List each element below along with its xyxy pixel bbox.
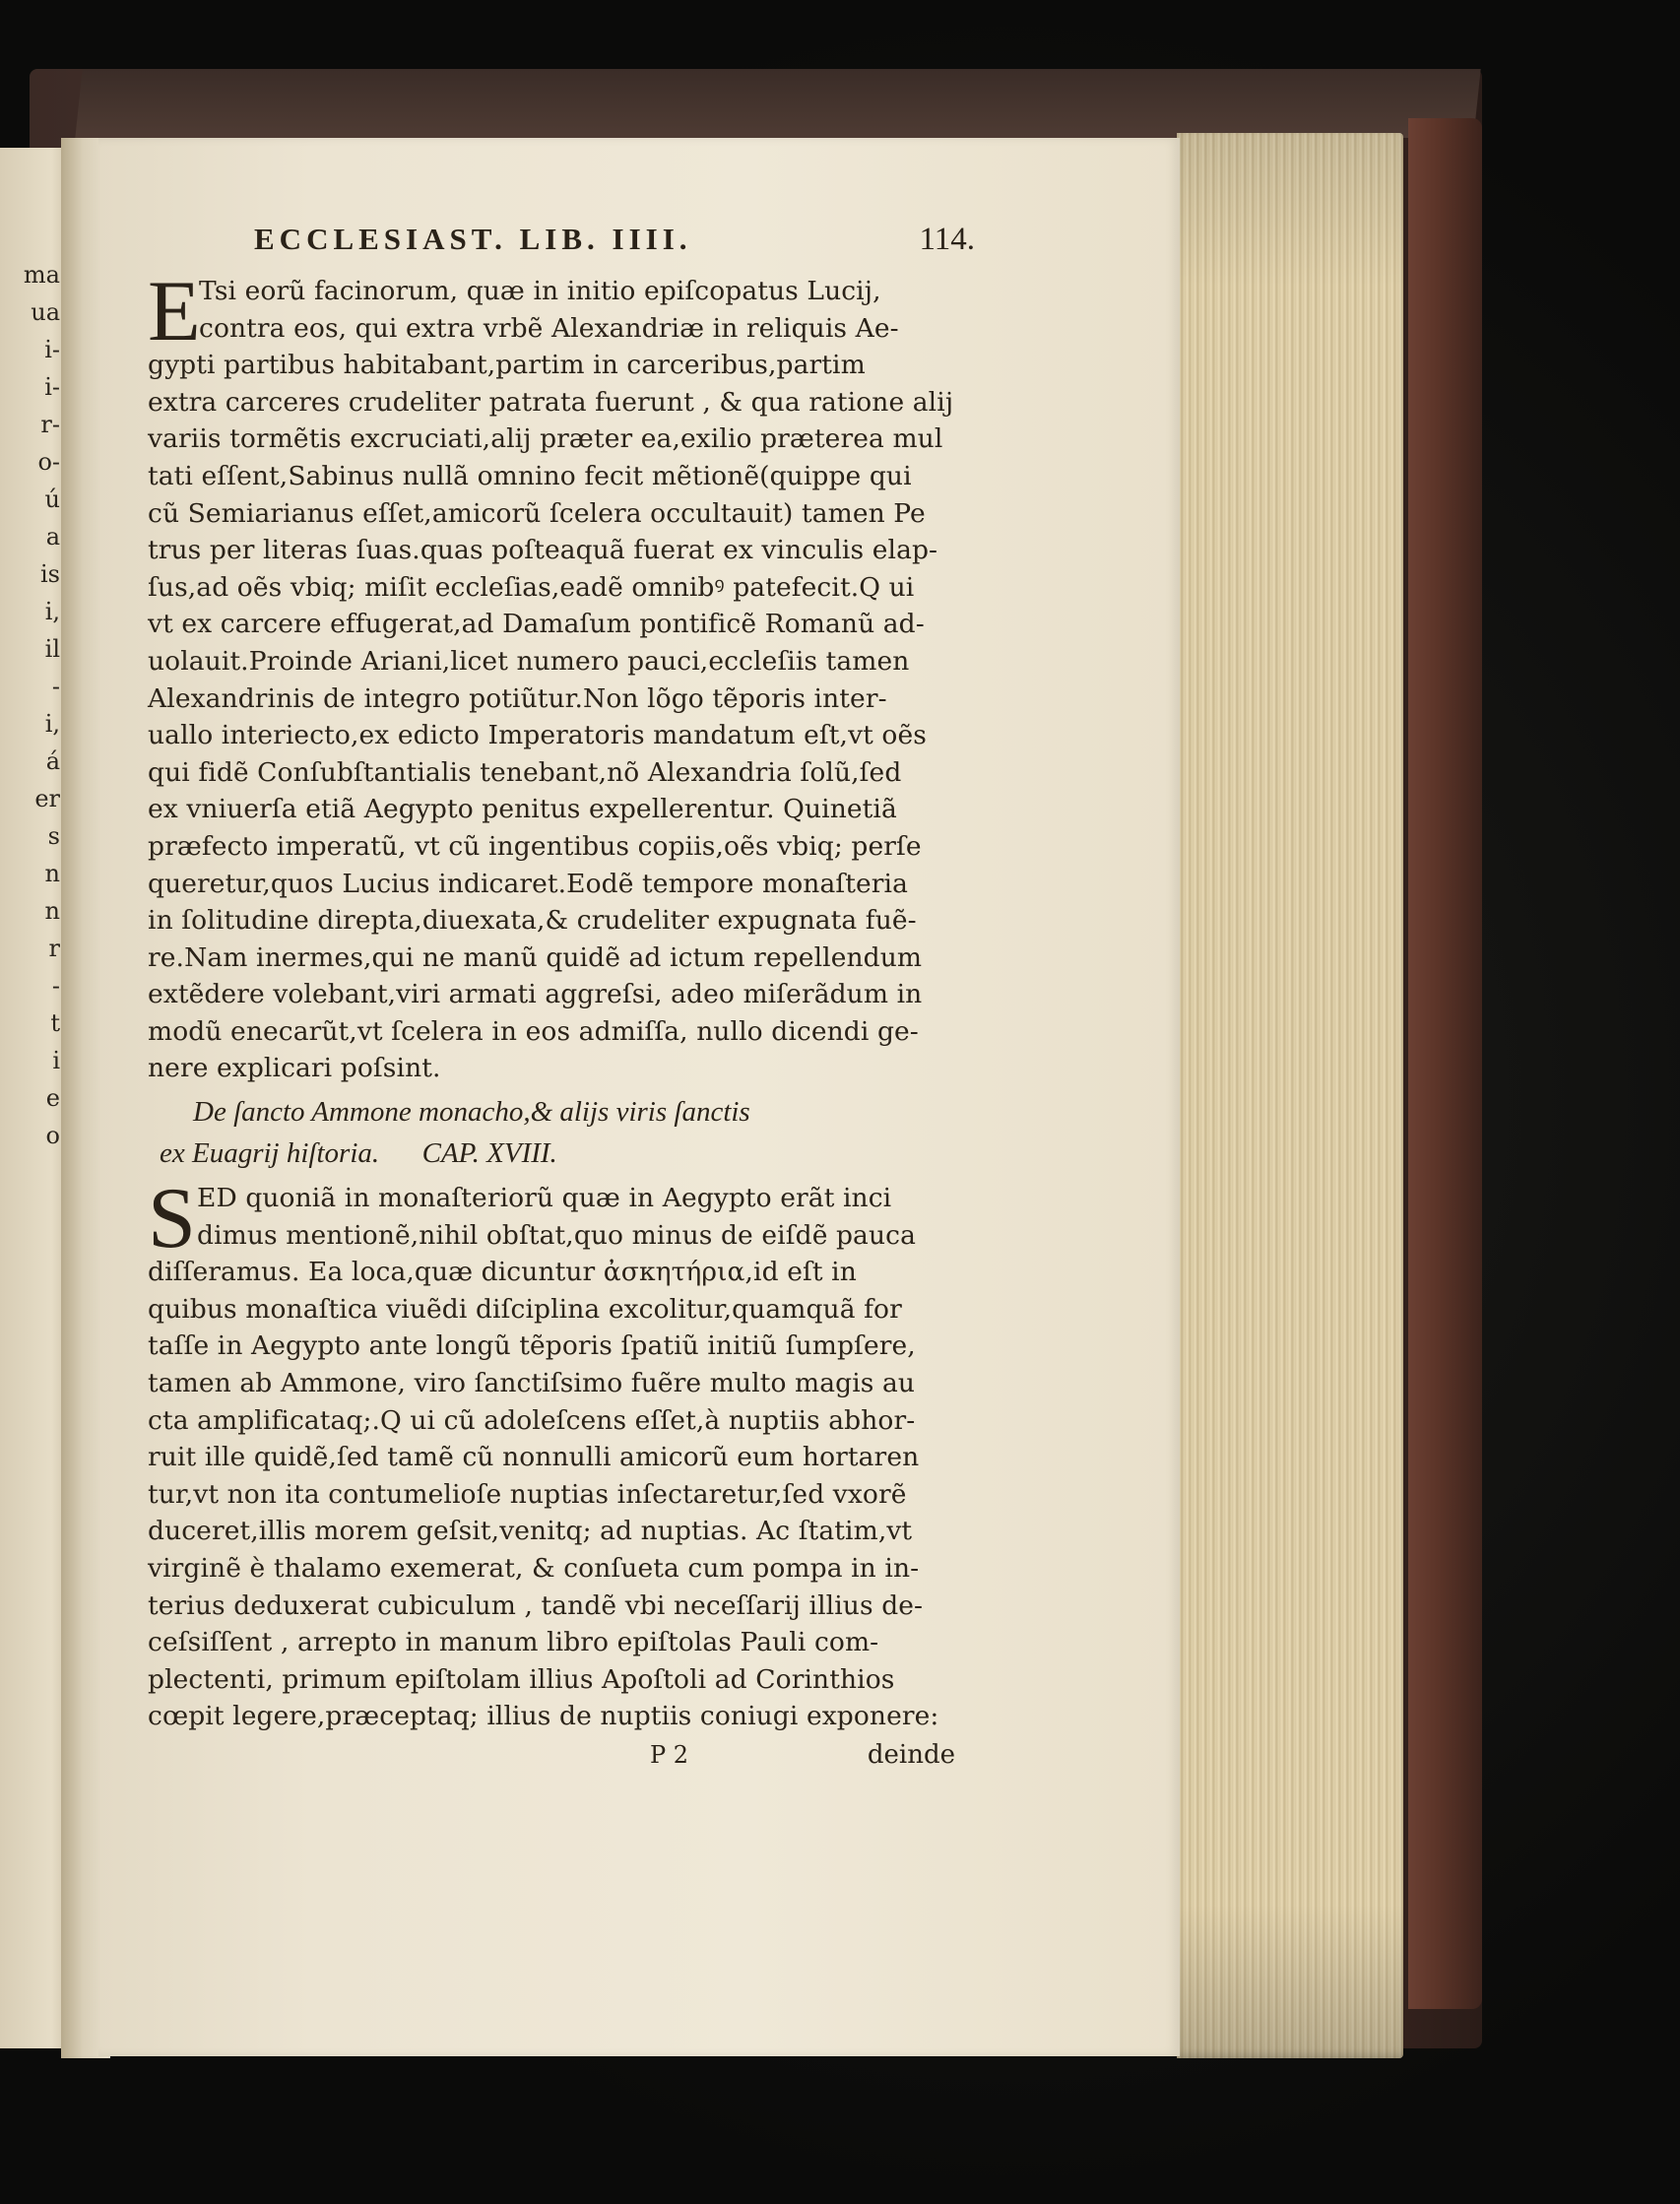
text-line: plectenti, primum epiſtolam illius Apoſtoli ad Corinthios [148, 1663, 895, 1695]
left-page-fragment: a [45, 523, 60, 551]
text-line: extẽdere volebant,viri armati aggreſsi, adeo miſerãdum in [148, 979, 923, 1010]
left-page-fragment: - [51, 673, 60, 700]
left-page-fragment: i- [44, 336, 60, 363]
catchword: deinde [867, 1739, 955, 1770]
running-title: ECCLESIAST. LIB. IIII. [254, 222, 692, 256]
left-page-fragment: il [44, 635, 60, 663]
left-page-fragment: r [48, 935, 60, 962]
text-line: gypti partibus habitabant,partim in carceribus,partim [148, 350, 866, 381]
text-line: terius deduxerat cubiculum , tandẽ vbi neceſſarij illius de- [148, 1589, 924, 1621]
text-line: re.Nam inermes,qui ne manũ quidẽ ad ictum repellendum [148, 941, 923, 973]
text-line: ex vniuerſa etiã Aegypto penitus expellerentur. Quinetiã [148, 794, 897, 825]
left-page-fragment: i [52, 1047, 60, 1074]
text-line: cœpit legere,præceptaq; illius de nuptiis coniugi exponere: [148, 1701, 939, 1732]
text-line: diſſeramus. Ea loca,quæ dicuntur ἀσκητήρια,id eſt in [148, 1257, 857, 1288]
text-line: Alexandrinis de integro potiũtur.Non lõgo tẽporis inter- [148, 682, 887, 714]
text-line: tamen ab Ammone, viro ſanctiſsimo fuẽre multo magis au [148, 1368, 916, 1399]
left-page-fragment: o- [37, 448, 60, 476]
paragraph-1-lines [148, 264, 975, 1087]
text-line: præfecto imperatũ, vt cũ ingentibus copiis,oẽs vbiq; perſe [148, 830, 922, 862]
left-page-fragment: er [34, 785, 60, 812]
paragraph-2 [148, 1171, 975, 1735]
chapter-heading-line-2: ex Euagrij hiſtoria. CAP. XVIII. [160, 1137, 557, 1170]
text-line: extra carceres crudeliter patrata fuerunt , & qua ratione alij [148, 386, 954, 418]
left-page-fragment: i, [44, 710, 60, 738]
text-line: taſſe in Aegypto ante longũ tẽporis ſpatiũ initiũ ſumpſere, [148, 1330, 916, 1362]
text-line: uolauit.Proinde Ariani,licet numero pauci,eccleſiis tamen [148, 645, 910, 677]
left-page-fragment: á [45, 747, 60, 775]
text-line: nere explicari poſsint. [148, 1053, 441, 1084]
text-line: contra eos, qui extra vrbẽ Alexandriæ in reliquis Ae- [199, 312, 899, 344]
text-line: uallo interiecto,ex edicto Imperatoris mandatum eſt,vt oẽs [148, 720, 927, 751]
left-page-fragment: n [44, 897, 60, 925]
text-line: virginẽ è thalamo exemerat, & conſueta cum pompa in in- [148, 1553, 920, 1584]
text-line: ruit ille quidẽ,ſed tamẽ cũ nonnulli amicorũ eum hortaren [148, 1442, 920, 1473]
text-line: trus per literas ſuas.quas poſteaquã fuerat ex vinculis elap- [148, 535, 938, 566]
text-line: duceret,illis morem geſsit,venitq; ad nuptias. Ac ſtatim,vt [148, 1516, 913, 1547]
book-cover-head [75, 69, 1480, 138]
text-line: ſus,ad oẽs vbiq; miſit eccleſias,eadẽ omnibꝰ patefecit.Q ui [148, 571, 915, 603]
text-line: vt ex carcere effugerat,ad Damaſum pontificẽ Romanũ ad- [148, 609, 925, 640]
paragraph-2-lines [148, 1171, 975, 1735]
left-page-fragment: is [40, 560, 60, 588]
text-line: quibus monaſtica viuẽdi diſciplina excolitur,quamquã for [148, 1293, 902, 1325]
text-line: ED quoniã in monaſteriorũ quæ in Aegypto erãt inci [197, 1183, 892, 1214]
chapter-heading-line-1: De ſancto Ammone monacho,& alijs viris ſanctis [193, 1096, 750, 1129]
left-page-fragment: s [47, 822, 60, 850]
paragraph-1 [148, 264, 975, 1087]
left-page-fragment: ua [31, 298, 60, 326]
text-line: queretur,quos Lucius indicaret.Eodẽ tempore monaſteria [148, 868, 909, 899]
left-page-fragment: - [51, 972, 60, 1000]
left-page-fragment: i, [44, 598, 60, 625]
drop-cap: E [148, 264, 201, 359]
text-line: cta amplificataq;.Q ui cũ adoleſcens eſſet,à nuptiis abhor- [148, 1404, 916, 1436]
page-number: 114. [919, 222, 975, 257]
left-page-fragment: i- [44, 373, 60, 401]
text-line: qui fidẽ Conſubſtantialis tenebant,nõ Alexandria ſolũ,ſed [148, 756, 902, 788]
book-cover-fore-edge [1408, 118, 1482, 2009]
text-line: dimus mentionẽ,nihil obſtat,quo minus de eiſdẽ pauca [197, 1219, 916, 1251]
left-page-fragment: n [44, 860, 60, 887]
page-edges-shade [1177, 133, 1403, 2058]
chapter-heading [148, 1091, 975, 1174]
text-line: in ſolitudine direpta,diuexata,& crudeliter expugnata fuẽ- [148, 905, 917, 937]
running-head [148, 222, 975, 273]
text-line: modũ enecarũt,vt ſcelera in eos admiſſa, nullo dicendi ge- [148, 1015, 919, 1047]
page-text-block [148, 222, 975, 1775]
text-line: tur,vt non ita contumelioſe nuptias inſectaretur,ſed vxorẽ [148, 1478, 907, 1510]
page-footer [148, 1735, 975, 1775]
text-line: variis tormẽtis excruciati,alij præter ea,exilio prætereа mul [148, 423, 943, 455]
left-page-fragment: e [45, 1084, 60, 1112]
left-page-fragment: ma [23, 261, 60, 289]
signature-mark: P 2 [650, 1740, 689, 1769]
left-page-fragment: o [45, 1122, 60, 1149]
text-line: cũ Semiarianus eſſet,amicorũ ſcelera occultauit) tamen Pe [148, 497, 926, 529]
text-line: ceſsiſſent , arrepto in manum libro epiſtolas Pauli com- [148, 1627, 879, 1658]
text-line: tati eſſent,Sabinus nullã omnino fecit mẽtionẽ(quippe qui [148, 460, 912, 491]
text-line: Tsi eorũ facinorum, quæ in initio epiſcopatus Lucij, [199, 276, 881, 306]
left-page-fragment: ú [44, 486, 60, 513]
left-page-fragment: t [50, 1009, 60, 1037]
left-page-fragment: r- [40, 411, 60, 438]
drop-cap: S [148, 1171, 196, 1267]
